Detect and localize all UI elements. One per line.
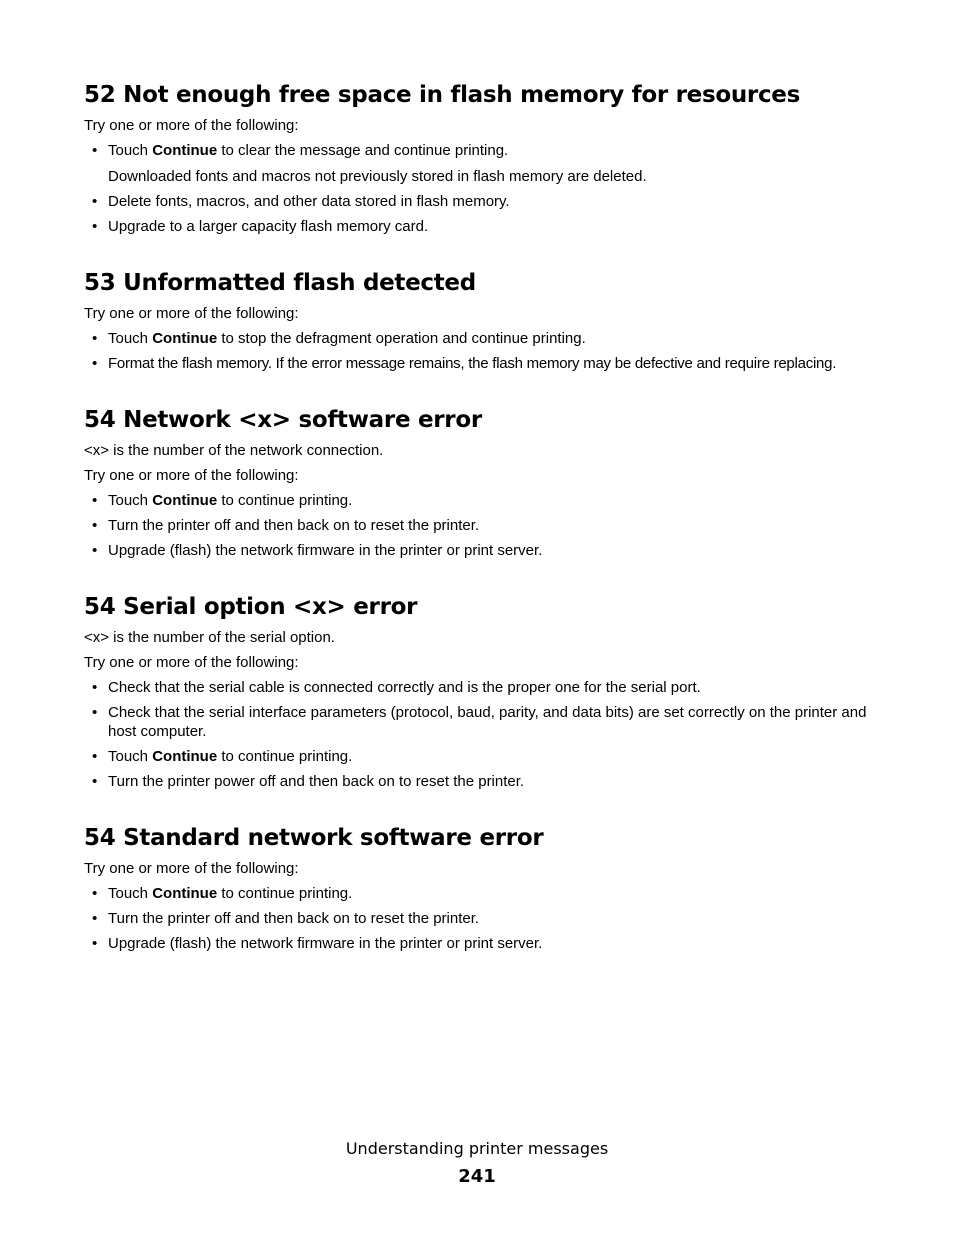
bullet-list	[84, 329, 884, 373]
page-content	[84, 80, 884, 959]
item-text-pre: Touch	[108, 142, 153, 159]
section-54-serial-option	[84, 592, 884, 791]
item-text-post: to continue printing.	[217, 492, 353, 509]
section-spacer	[84, 379, 884, 405]
section-heading: 54 Serial option <x> error	[84, 594, 418, 620]
list-item	[84, 541, 884, 560]
page-number: 241	[458, 1166, 496, 1187]
section-spacer	[84, 566, 884, 592]
section-54-standard-network	[84, 823, 884, 953]
item-ui-label: Continue	[152, 492, 218, 509]
bullet-icon: •	[92, 910, 98, 927]
section-heading: 52 Not enough free space in flash memory for resources	[84, 82, 800, 108]
item-text: Check that the serial interface parameters (protocol, baud, parity, and data bits) are set correctly on the printer and host computer.	[108, 704, 867, 740]
item-text: Delete fonts, macros, and other data stored in flash memory.	[108, 193, 510, 210]
section-heading: 53 Unformatted flash detected	[84, 270, 476, 296]
section-heading: 54 Standard network software error	[84, 825, 544, 851]
bullet-icon: •	[92, 492, 98, 509]
bullet-icon: •	[92, 517, 98, 534]
section-intro: Try one or more of the following:	[84, 467, 299, 484]
section-note: <x> is the number of the network connection.	[84, 442, 384, 459]
bullet-icon: •	[92, 748, 98, 765]
list-item	[84, 934, 884, 953]
item-text-post: to continue printing.	[217, 748, 353, 765]
bullet-icon: •	[92, 935, 98, 952]
section-54-network-software	[84, 405, 884, 560]
bullet-list	[84, 884, 884, 953]
section-note: <x> is the number of the serial option.	[84, 629, 335, 646]
list-item	[84, 217, 884, 236]
item-text: Turn the printer power off and then back on to reset the printer.	[108, 773, 525, 790]
list-item	[84, 678, 884, 697]
item-text-pre: Touch	[108, 748, 153, 765]
section-53-unformatted-flash	[84, 268, 884, 373]
item-text-pre: Touch	[108, 330, 153, 347]
bullet-icon: •	[92, 355, 98, 372]
item-ui-label: Continue	[152, 330, 218, 347]
item-text: Turn the printer off and then back on to reset the printer.	[108, 910, 480, 927]
list-item	[84, 747, 884, 766]
bullet-icon: •	[92, 542, 98, 559]
bullet-icon: •	[92, 218, 98, 235]
item-text-pre: Touch	[108, 492, 153, 509]
bullet-icon: •	[92, 885, 98, 902]
item-text-pre: Touch	[108, 885, 153, 902]
item-text: Check that the serial cable is connected correctly and is the proper one for the serial port.	[108, 679, 701, 696]
bullet-icon: •	[92, 704, 98, 721]
list-item	[84, 772, 884, 791]
bullet-list	[84, 678, 884, 791]
item-text: Upgrade (flash) the network firmware in the printer or print server.	[108, 542, 543, 559]
section-intro: Try one or more of the following:	[84, 654, 299, 671]
item-text-post: to stop the defragment operation and continue printing.	[217, 330, 586, 347]
bullet-icon: •	[92, 679, 98, 696]
item-text: Format the flash memory. If the error message remains, the flash memory may be defective and require replacing.	[108, 355, 837, 372]
list-item	[84, 703, 884, 741]
bullet-icon: •	[92, 330, 98, 347]
item-ui-label: Continue	[152, 142, 218, 159]
item-text: Turn the printer off and then back on to reset the printer.	[108, 517, 480, 534]
item-text-post: to continue printing.	[217, 885, 353, 902]
item-text: Upgrade to a larger capacity flash memory card.	[108, 218, 429, 235]
list-item	[84, 329, 884, 348]
item-text: Upgrade (flash) the network firmware in the printer or print server.	[108, 935, 543, 952]
list-item	[84, 354, 884, 373]
bullet-list	[84, 141, 884, 236]
section-intro: Try one or more of the following:	[84, 860, 299, 877]
list-item	[84, 884, 884, 903]
item-text-post: to clear the message and continue printing.	[217, 142, 509, 159]
list-item	[84, 909, 884, 928]
list-item	[84, 192, 884, 211]
bullet-icon: •	[92, 193, 98, 210]
section-intro: Try one or more of the following:	[84, 305, 299, 322]
section-52-flash-space	[84, 80, 884, 236]
item-ui-label: Continue	[152, 748, 218, 765]
section-spacer	[84, 797, 884, 823]
section-intro: Try one or more of the following:	[84, 117, 299, 134]
item-subtext: Downloaded fonts and macros not previously stored in flash memory are deleted.	[108, 168, 647, 185]
list-item	[84, 491, 884, 510]
bullet-icon: •	[92, 142, 98, 159]
list-item	[84, 516, 884, 535]
section-heading: 54 Network <x> software error	[84, 407, 482, 433]
bullet-list	[84, 491, 884, 560]
item-ui-label: Continue	[152, 885, 218, 902]
footer-chapter-title: Understanding printer messages	[345, 1139, 609, 1158]
page-footer	[0, 1138, 954, 1190]
bullet-icon: •	[92, 773, 98, 790]
list-item	[84, 141, 884, 186]
section-spacer	[84, 242, 884, 268]
